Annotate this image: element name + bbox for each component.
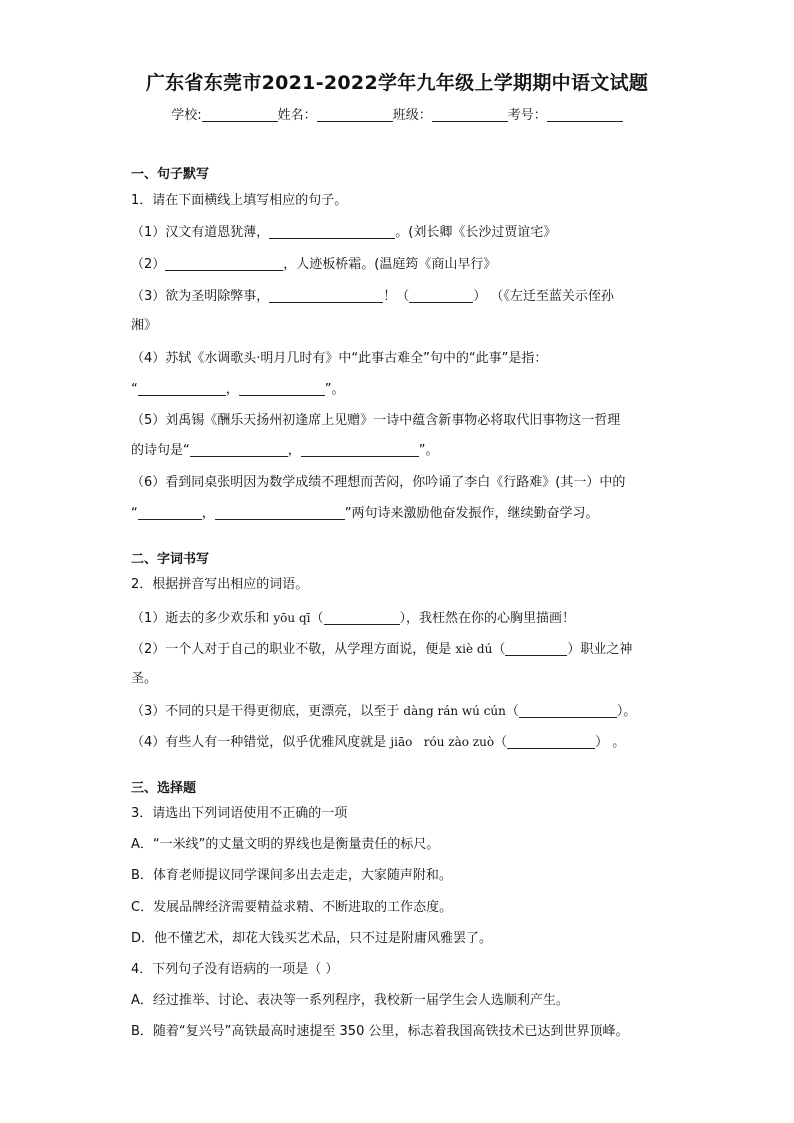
q2-stem: 2．根据拼音写出相应的词语。: [131, 577, 309, 592]
q4-option-a[interactable]: A．经过推举、讨论、表决等一系列程序，我校新一届学生会人选顺利产生。: [131, 993, 569, 1008]
q2-item4-text-c: ） 。: [595, 735, 626, 750]
q1-item4: （4）苏轼《水调歌头·明月几时有》中“此事古难全”句中的“此事”是指：: [131, 351, 548, 366]
q1-item5-blank1[interactable]: [190, 442, 288, 457]
q1-item5-blank2[interactable]: [301, 442, 419, 457]
q2-item1: [131, 609, 575, 628]
q1-item2-blank[interactable]: [165, 256, 283, 271]
q2-item2-text-b: （: [492, 642, 506, 657]
q2-item1-text-b: （: [310, 611, 324, 626]
q1-item3-cont: 湘》: [131, 318, 158, 333]
q4-option-b[interactable]: B．随着“复兴号”高铁最高时速提至 350 公里，标志着我国高铁技术已达到世界顶峰。: [131, 1024, 629, 1039]
q1-item6-text-d: ”两句诗来激励他奋发振作，继续勤奋学习。: [344, 506, 599, 521]
section1-heading: 一、句子默写: [131, 167, 210, 182]
q2-item2-text-a: （2）一个人对于自己的职业不敬，从学理方面说，便是: [131, 642, 456, 657]
q3-option-c[interactable]: C．发展品牌经济需要精益求精、不断进取的工作态度。: [131, 900, 453, 915]
q2-item2-text-c: ）职业之神: [567, 642, 633, 657]
q4-stem: 4．下列句子没有语病的一项是（ ）: [131, 962, 339, 977]
q1-item3-text-a: （3）欲为圣明除弊事，: [131, 289, 270, 304]
q1-item5-text-b: 的诗句是“: [131, 443, 190, 458]
q1-item4-text-b: “: [131, 382, 138, 397]
q1-item6-text-b: “: [131, 506, 138, 521]
q1-item6-blank1[interactable]: [138, 505, 202, 520]
q1-item1: [131, 224, 556, 242]
q1-item3-blank1[interactable]: [269, 288, 383, 303]
q3-option-b[interactable]: B．体育老师提议同学课间多出去走走，大家随声附和。: [131, 868, 452, 883]
q1-item2-text-a: （2）: [131, 257, 166, 272]
q1-item2: [131, 256, 496, 274]
q1-stem: 1．请在下面横线上填写相应的句子。: [131, 193, 348, 208]
class-blank[interactable]: [432, 107, 508, 122]
q2-item3: [131, 702, 636, 721]
q2-item4: [131, 733, 625, 752]
q2-item1-blank[interactable]: [324, 610, 400, 625]
q2-item4-text-b: （: [494, 735, 508, 750]
q1-item1-text-b: 。(刘长卿《长沙过贾谊宅》: [395, 225, 557, 240]
q2-item1-text-a: （1）逝去的多少欢乐和: [131, 611, 274, 626]
q1-item3-text-b: ！（: [383, 289, 410, 304]
q3-option-a[interactable]: A．“一米线”的丈量文明的界线也是衡量责任的标尺。: [131, 837, 440, 852]
q2-item3-pinyin: dàng rán wú cún: [403, 704, 506, 718]
q1-item4-text-d: ”。: [324, 382, 345, 397]
section2-heading: 二、字词书写: [131, 552, 210, 567]
name-blank[interactable]: [317, 107, 393, 122]
q2-item1-pinyin: yōu qī: [273, 611, 311, 625]
q1-item6-text-c: ，: [201, 506, 215, 521]
q2-item2: [131, 640, 632, 659]
exam-title: 广东省东莞市2021-2022学年九年级上学期期中语文试题: [145, 72, 649, 94]
q1-item1-text-a: （1）汉文有道恩犹薄，: [131, 225, 270, 240]
q3-stem: 3．请选出下列词语使用不正确的一项: [131, 806, 348, 821]
q2-item2-cont: 圣。: [131, 671, 158, 686]
q1-item5: （5）刘禹锡《酬乐天扬州初逢席上见赠》一诗中蕴含新事物必将取代旧事物这一哲理: [131, 413, 621, 428]
school-label: 学校:: [171, 108, 202, 123]
q1-item6-answer: [131, 505, 599, 523]
q1-item6: （6）看到同桌张明因为数学成绩不理想而苦闷，你吟诵了李白《行路难》(其一）中的: [131, 475, 626, 490]
student-info-line: [0, 104, 794, 123]
section3-heading: 三、选择题: [131, 781, 197, 796]
q1-item4-text-c: ，: [225, 382, 239, 397]
q1-item4-blank2[interactable]: [239, 381, 325, 396]
school-blank[interactable]: [202, 107, 278, 122]
exam-no-blank[interactable]: [547, 107, 623, 122]
q2-item3-text-b: （: [505, 704, 519, 719]
q1-item2-text-b: ，人迹板桥霜。(温庭筠《商山早行》: [283, 257, 497, 272]
q1-item5-text-d: ”。: [418, 443, 439, 458]
q2-item2-pinyin: xiè dú: [455, 642, 493, 656]
q1-item1-blank[interactable]: [269, 224, 395, 239]
q2-item4-text-a: （4）有些人有一种错觉，似乎优雅风度就是: [131, 735, 391, 750]
q1-item3: [131, 288, 614, 306]
q1-item4-blank1[interactable]: [138, 381, 226, 396]
q1-item3-blank2[interactable]: [409, 288, 473, 303]
q2-item3-text-a: （3）不同的只是干得更彻底，更漂亮，以至于: [131, 704, 404, 719]
q2-item4-blank[interactable]: [507, 734, 595, 749]
q2-item1-text-c: ），我枉然在你的心胸里描画！: [399, 611, 576, 626]
exam-no-label: 考号：: [507, 108, 547, 123]
q3-option-d[interactable]: D．他不懂艺术，却花大钱买艺术品，只不过是附庸风雅罢了。: [131, 931, 493, 946]
class-label: 班级：: [392, 108, 432, 123]
q2-item3-blank[interactable]: [519, 703, 617, 718]
q1-item6-blank2[interactable]: [215, 505, 345, 520]
q1-item5-text-c: ，: [287, 443, 301, 458]
q2-item2-blank[interactable]: [505, 641, 567, 656]
q2-item3-text-c: ）。: [616, 704, 637, 719]
name-label: 姓名：: [277, 108, 317, 123]
q1-item3-text-c: ） （《左迁至蓝关示侄孙: [473, 289, 614, 304]
q1-item4-answer: [131, 381, 345, 399]
q1-item5-answer: [131, 442, 439, 460]
q2-item4-pinyin: jiāo róu zào zuò: [390, 735, 495, 749]
